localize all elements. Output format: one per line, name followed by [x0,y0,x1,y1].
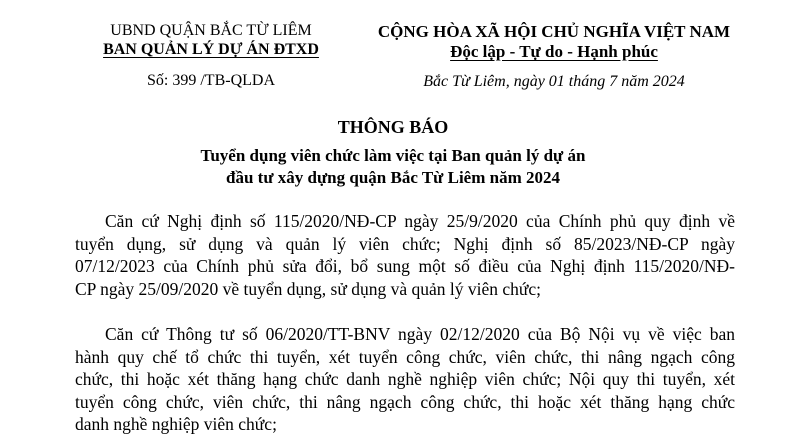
legal-basis-paragraph-1 [75,210,735,300]
document-title: THÔNG BÁO [337,117,449,137]
paragraph-line: chức, thi hoặc xét thăng hạng chức danh nghề nghiệp viên chức; Nội quy thi tuyển, xét [75,369,735,389]
paragraph-line: 07/12/2023 của Chính phủ sửa đổi, bổ sung một số điều của Nghị định 115/2020/NĐ- [75,256,735,276]
issuing-agency-text: BAN QUẢN LÝ DỰ ÁN ĐTXD [103,41,319,58]
paragraph-line: tuyển dụng, sử dụng và quản lý viên chức; Nghị định số 85/2023/NĐ-CP ngày [75,233,735,254]
document-subtitle-line-1: Tuyển dụng viên chức làm việc tại Ban quản lý dự án [200,146,586,165]
national-title: CỘNG HÒA XÃ HỘI CHỦ NGHĨA VIỆT NAM [377,22,731,41]
paragraph-line: tuyển công chức, viên chức, thi nâng ngạch công chức, thi hoặc xét thăng hạng chức [75,391,735,412]
national-motto-text: Độc lập - Tự do - Hạnh phúc [450,42,658,61]
document-number: Số: 399 /TB-QLDA [147,72,275,89]
document-date: Bắc Từ Liêm, ngày 01 tháng 7 năm 2024 [423,73,685,90]
legal-basis-paragraph-2 [75,323,735,436]
issuing-agency [80,41,342,59]
national-motto [362,42,746,62]
paragraph-line: Căn cứ Nghị định số 115/2020/NĐ-CP ngày 25/9/2020 của Chính phủ quy định về [105,211,735,231]
paragraph-line: hành quy chế tổ chức thi tuyển, xét tuyển công chức, viên chức, thi nâng ngạch công [75,346,735,367]
paragraph-line: Căn cứ Thông tư số 06/2020/TT-BNV ngày 02/12/2020 của Bộ Nội vụ về việc ban [105,324,735,344]
paragraph-line: CP ngày 25/09/2020 về tuyển dụng, sử dụng và quản lý viên chức; [75,278,541,299]
document-subtitle-line-2: đầu tư xây dựng quận Bắc Từ Liêm năm 2024 [226,168,560,187]
issuing-authority: UBND QUẬN BẮC TỪ LIÊM [110,22,312,39]
paragraph-line: danh nghề nghiệp viên chức; [75,414,277,434]
